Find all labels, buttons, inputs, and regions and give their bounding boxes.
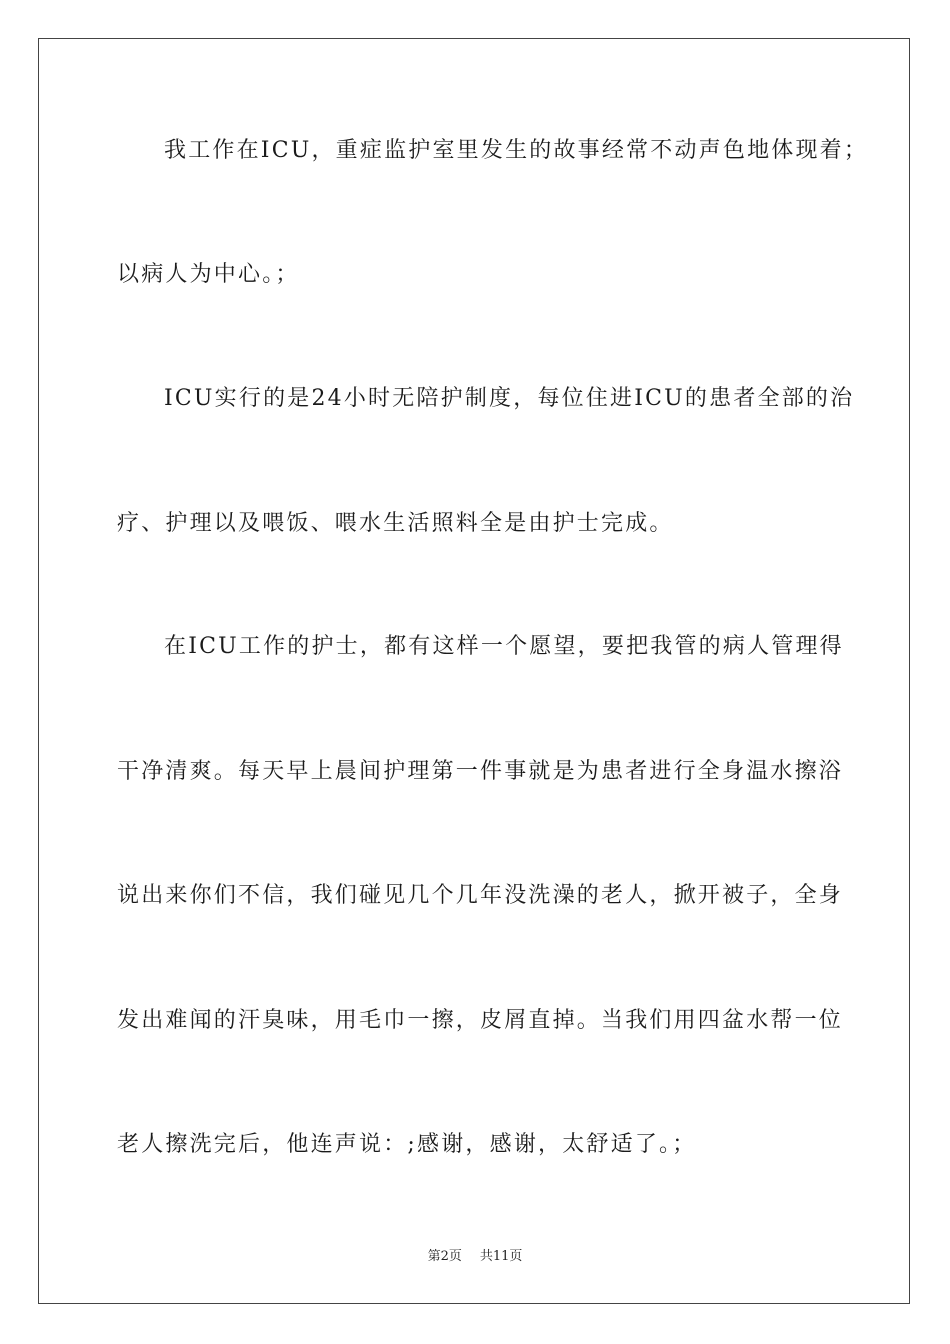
text-line: ICU实行的是24小时无陪护制度，每位住进ICU的患者全部的治 xyxy=(164,386,855,411)
text-line: 发出难闻的汗臭味，用毛巾一擦，皮屑直掉。当我们用四盆水帮一位 xyxy=(117,1008,844,1033)
page-footer xyxy=(0,1248,950,1266)
page-total: 共11页 xyxy=(479,1249,523,1264)
text-line: 我工作在ICU，重症监护室里发生的故事经常不动声色地体现着； xyxy=(164,138,869,163)
page-number: 第2页 xyxy=(427,1249,462,1264)
text-line: 说出来你们不信，我们碰见几个几年没洗澡的老人，掀开被子，全身 xyxy=(117,883,844,908)
text-line: 疗、护理以及喂饭、喂水生活照料全是由护士完成。 xyxy=(117,511,674,536)
page-border xyxy=(38,38,910,1304)
text-line: 以病人为中心。； xyxy=(117,262,300,287)
text-line: 干净清爽。每天早上晨间护理第一件事就是为患者进行全身温水擦浴 xyxy=(117,759,844,784)
text-line: 在ICU工作的护士，都有这样一个愿望，要把我管的病人管理得 xyxy=(164,634,844,659)
text-line: 老人擦洗完后，他连声说：;感谢，感谢，太舒适了。； xyxy=(117,1132,697,1157)
